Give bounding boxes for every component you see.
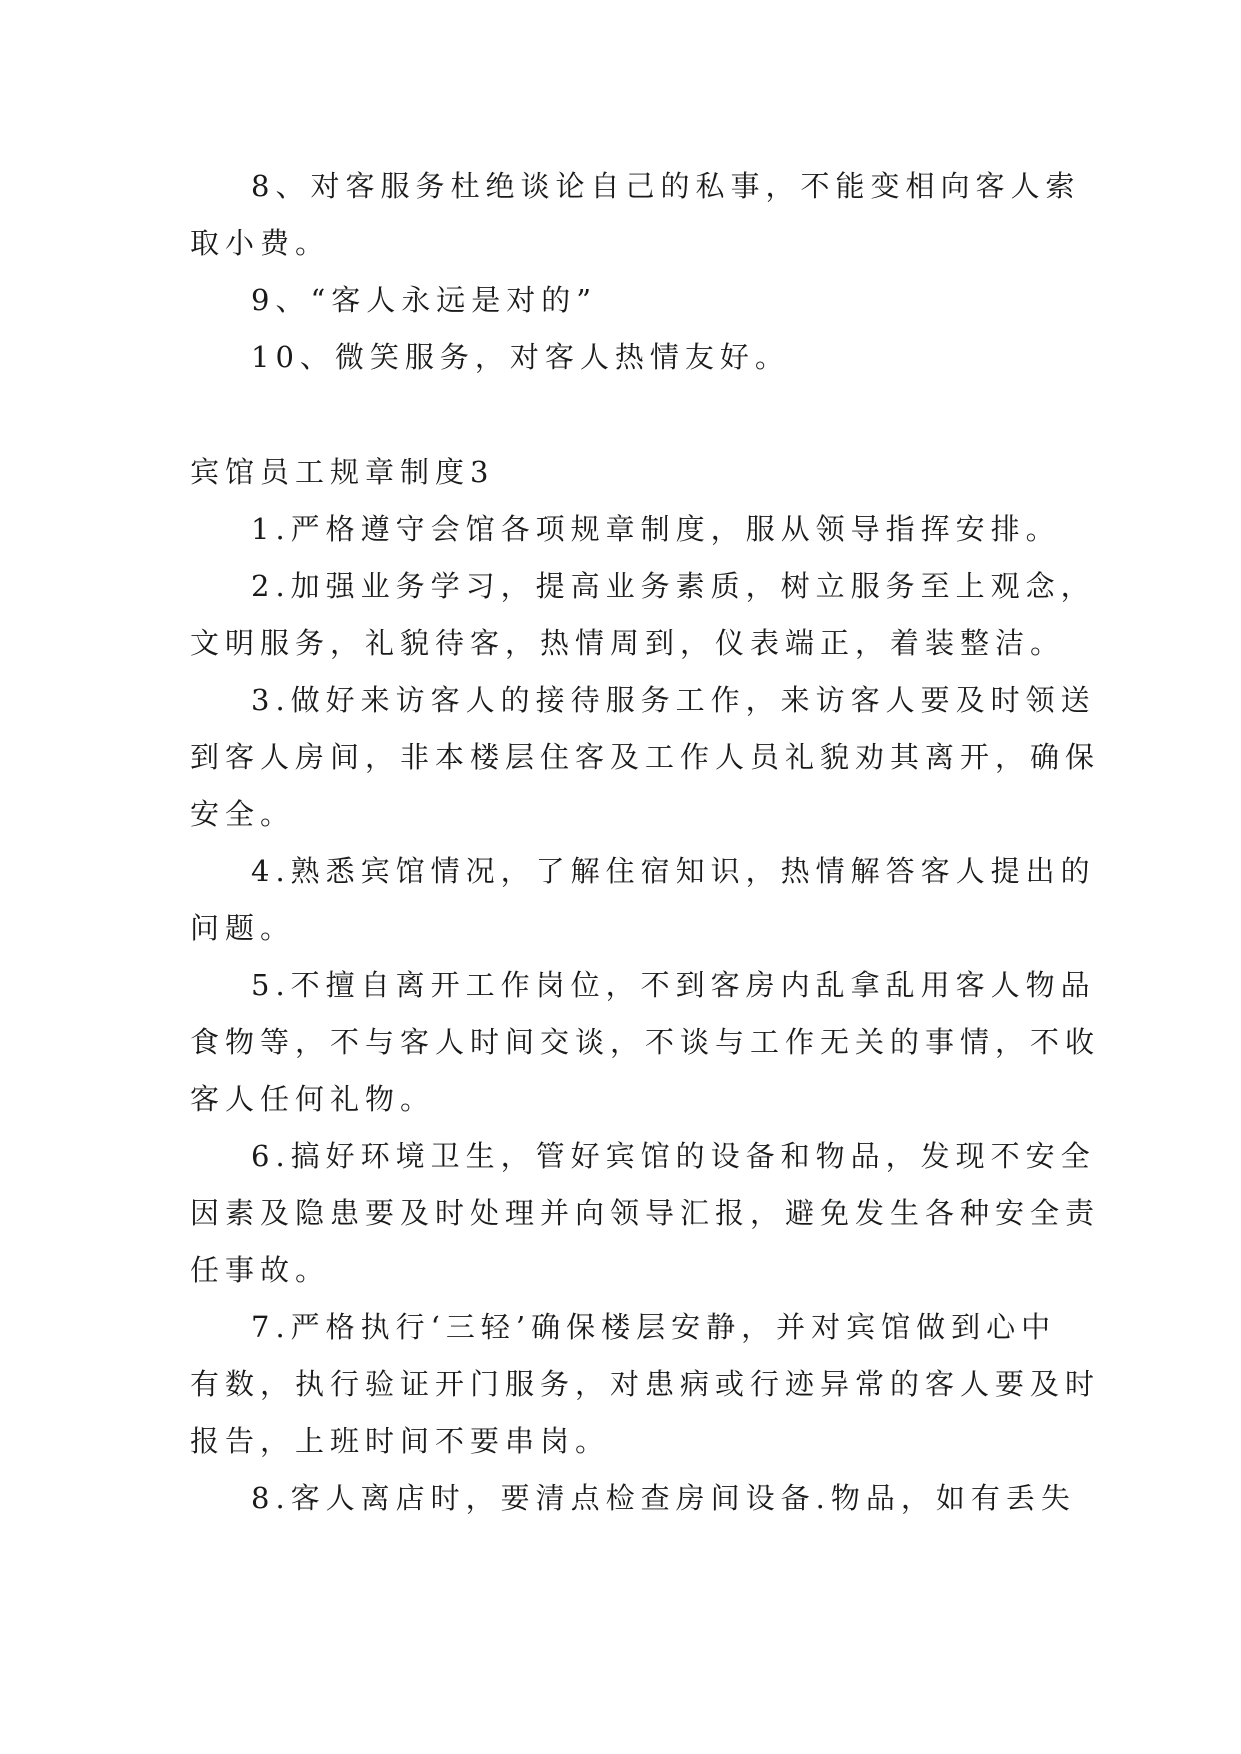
item-2-line-2: 文明服务，礼貌待客，热情周到，仪表端正，着装整洁。 — [190, 626, 1066, 660]
section-title: 宾馆员工规章制度3 — [190, 455, 495, 489]
item-3-line-3: 安全。 — [190, 797, 296, 831]
item-7-line-1: 7.严格执行‘三轻’确保楼层安静，并对宾馆做到心中 — [251, 1310, 1057, 1344]
item-5-line-3: 客人任何礼物。 — [190, 1082, 436, 1116]
item-7-line-2: 有数，执行验证开门服务，对患病或行迹异常的客人要及时 — [190, 1367, 1101, 1401]
rule-10: 10、微笑服务，对客人热情友好。 — [251, 340, 790, 374]
item-5-line-2: 食物等，不与客人时间交谈，不谈与工作无关的事情，不收 — [190, 1025, 1101, 1059]
rule-8-line-1: 8、对客服务杜绝谈论自己的私事，不能变相向客人索 — [251, 169, 1081, 203]
item-8-line-1: 8.客人离店时，要清点检查房间设备.物品，如有丢失 — [251, 1481, 1076, 1515]
item-3-line-2: 到客人房间，非本楼层住客及工作人员礼貌劝其离开，确保 — [190, 740, 1101, 774]
item-5-line-1: 5.不擅自离开工作岗位，不到客房内乱拿乱用客人物品 — [251, 968, 1096, 1002]
item-6-line-3: 任事故。 — [190, 1253, 331, 1287]
item-3-line-1: 3.做好来访客人的接待服务工作，来访客人要及时领送 — [251, 683, 1096, 717]
item-6-line-2: 因素及隐患要及时处理并向领导汇报，避免发生各种安全责 — [190, 1196, 1101, 1230]
item-7-line-3: 报告，上班时间不要串岗。 — [190, 1424, 611, 1458]
item-6-line-1: 6.搞好环境卫生，管好宾馆的设备和物品，发现不安全 — [251, 1139, 1096, 1173]
item-1: 1.严格遵守会馆各项规章制度，服从领导指挥安排。 — [251, 512, 1061, 546]
rule-9: 9、“客人永远是对的” — [251, 283, 598, 317]
item-4-line-2: 问题。 — [190, 911, 296, 945]
item-4-line-1: 4.熟悉宾馆情况，了解住宿知识，热情解答客人提出的 — [251, 854, 1096, 888]
rule-8-line-2: 取小费。 — [190, 226, 331, 260]
item-2-line-1: 2.加强业务学习，提高业务素质，树立服务至上观念， — [251, 569, 1096, 603]
